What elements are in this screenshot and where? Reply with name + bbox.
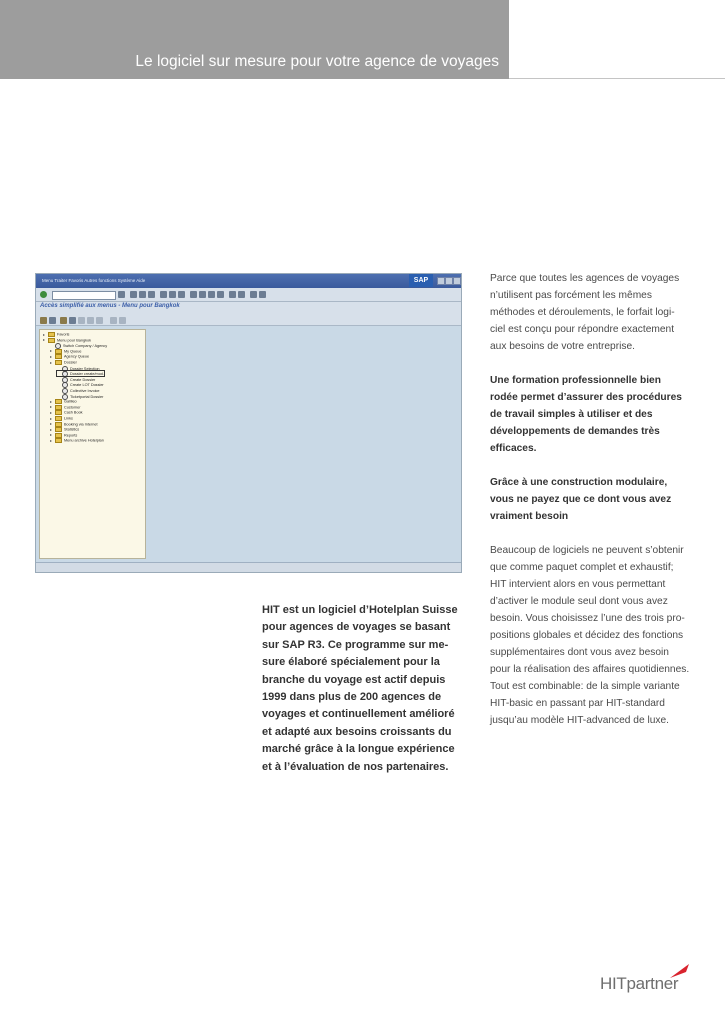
back-icon <box>130 291 137 298</box>
tree-item-label: Menu archive Hotelplan <box>64 438 104 443</box>
folder-icon <box>55 410 62 415</box>
tree-item <box>57 366 100 371</box>
sap-screenshot <box>35 273 462 573</box>
expand-arrow-icon: ▸ <box>50 410 52 415</box>
tree-item <box>57 394 103 399</box>
folder-icon <box>55 349 62 354</box>
close-icon <box>453 277 461 285</box>
hitpartner-logo <box>600 962 695 996</box>
paragraph-line: rodée permet d’assurer des procédures <box>490 392 682 403</box>
cancel-icon <box>148 291 155 298</box>
intro-line: et à l’évaluation de nos partenaires. <box>262 760 449 773</box>
exit-icon <box>139 291 146 298</box>
tree-item-label: My Queue <box>64 349 82 354</box>
features-column <box>490 270 695 746</box>
maximize-icon <box>445 277 453 285</box>
paragraph-line: de travail simples à utiliser et des <box>490 409 653 420</box>
expand-arrow-icon: ▸ <box>43 332 45 337</box>
tree-item <box>50 405 80 410</box>
menu-icon <box>40 317 47 324</box>
sap-title-bar <box>36 302 461 315</box>
tree-item-label: Customer <box>64 405 81 410</box>
intro-line: et adapté aux besoins croissants du <box>262 725 452 738</box>
sap-screen-title: Accès simplifié aux menus - Menu pour Bangkok <box>40 303 180 309</box>
sap-status-bar <box>36 562 461 572</box>
body-paragraph <box>490 270 695 355</box>
body-paragraph <box>490 542 695 729</box>
paragraph-line: efficaces. <box>490 443 537 454</box>
expand-arrow-icon: ▸ <box>50 422 52 427</box>
tree-item <box>50 433 77 438</box>
new-session-icon <box>229 291 236 298</box>
folder-icon <box>55 422 62 427</box>
header-title: Le logiciel sur mesure pour votre agence de voyages <box>135 53 499 70</box>
paragraph-line: développements de demandes très <box>490 426 660 437</box>
tree-item-label: Create LOT Dossier <box>70 383 104 388</box>
paragraph-line: d’activer le module seul dont vous avez <box>490 596 668 607</box>
folder-icon <box>48 338 55 343</box>
paragraph-line: n’utilisent pas forcément les mêmes <box>490 290 652 301</box>
highlight-paragraph <box>490 474 695 525</box>
find-icon <box>169 291 176 298</box>
intro-line: sure élaboré spécialement pour la <box>262 656 440 669</box>
favorite-icon <box>49 317 56 324</box>
tree-item <box>50 343 107 348</box>
tree-item-label: Statistics <box>64 427 80 432</box>
tree-item <box>57 371 104 376</box>
intro-line: marché grâce à la longue expérience <box>262 743 455 756</box>
expand-arrow-icon: ▸ <box>50 433 52 438</box>
expand-arrow-icon: ▸ <box>43 338 45 343</box>
paragraph-line: pour la réalisation des affaires quotidiennes. <box>490 664 690 675</box>
move-up-icon <box>119 317 126 324</box>
tree-item-label: Links <box>64 416 73 421</box>
paragraph-line: Parce que toutes les agences de voyages <box>490 273 680 284</box>
change-favorite-icon <box>87 317 94 324</box>
folder-icon <box>55 360 62 365</box>
move-favorite-icon <box>96 317 103 324</box>
tree-item-label: Agency Queue <box>64 354 90 359</box>
move-down-icon <box>110 317 117 324</box>
tree-item <box>50 399 77 404</box>
intro-line: branche du voyage est actif depuis <box>262 673 446 686</box>
paragraph-line: Tout est combinable: de la simple variante <box>490 681 680 692</box>
header-rule <box>509 78 725 79</box>
tree-item <box>50 438 104 443</box>
intro-column <box>262 602 467 776</box>
paragraph-line: HIT intervient alors en vous permettant <box>490 579 666 590</box>
save-icon <box>118 291 125 298</box>
sap-logo: SAP <box>409 274 433 287</box>
folder-icon <box>55 399 62 404</box>
find-next-icon <box>178 291 185 298</box>
intro-line: voyages et continuellement amélioré <box>262 708 455 721</box>
layout-icon <box>259 291 266 298</box>
tree-item-label: Menu pour Bangkok <box>57 338 91 343</box>
tree-item <box>43 338 91 343</box>
tree-item <box>57 377 95 382</box>
tree-item-label: Reports <box>64 433 78 438</box>
tree-item-label: Create Dossier <box>70 377 96 382</box>
sap-application-toolbar <box>36 315 461 326</box>
tree-item <box>50 349 82 354</box>
expand-arrow-icon: ▸ <box>50 416 52 421</box>
sap-standard-toolbar <box>36 288 461 302</box>
tree-item <box>50 354 89 359</box>
expand-arrow-icon: ▸ <box>50 427 52 432</box>
folder-icon <box>55 354 62 359</box>
folder-icon <box>55 416 62 421</box>
tree-item-label: Collective Invoice <box>70 389 100 393</box>
tree-item-label: Booking via Internet <box>64 422 98 427</box>
tree-item-label: Dossier create/mod. <box>70 372 104 377</box>
tree-item <box>50 360 77 365</box>
paragraph-line: HIT-basic en passant par HIT-standard <box>490 698 665 709</box>
tree-item <box>57 388 100 393</box>
expand-arrow-icon: ▸ <box>50 354 52 359</box>
tree-item <box>43 332 69 337</box>
prev-page-icon <box>199 291 206 298</box>
expand-arrow-icon: ▸ <box>50 399 52 404</box>
paragraph-line: jusqu’au modèle HIT-advanced de luxe. <box>490 715 669 726</box>
folder-icon <box>55 427 62 432</box>
tree-item <box>50 427 79 432</box>
folder-icon <box>60 317 67 324</box>
tree-item-label: Favoris <box>57 332 70 337</box>
paragraph-line: vraiment besoin <box>490 511 569 522</box>
paragraph-line: Grâce à une construction modulaire, <box>490 477 668 488</box>
expand-arrow-icon: ▸ <box>50 349 52 354</box>
paragraph-line: positions globales et décidez des fonctions <box>490 630 684 641</box>
paragraph-line: que comme paquet complet et exhaustif; <box>490 562 674 573</box>
paragraph-line: supplémentaires dont vous avez besoin <box>490 647 669 658</box>
sap-menu-tree <box>39 329 146 559</box>
add-favorite-icon <box>69 317 76 324</box>
first-page-icon <box>190 291 197 298</box>
paragraph-line: méthodes et déroulements, le forfait logi- <box>490 307 675 318</box>
paragraph-line: ciel est conçu pour répondre exactement <box>490 324 675 335</box>
expand-arrow-icon: ▸ <box>50 405 52 410</box>
delete-favorite-icon <box>78 317 85 324</box>
expand-arrow-icon: ▸ <box>50 438 52 443</box>
tree-item-label: Dossier Selection <box>70 366 100 371</box>
sap-menu-text: Menu Traiter Favoris Autres fonctions Système Aide <box>42 278 146 283</box>
next-page-icon <box>208 291 215 298</box>
help-icon <box>250 291 257 298</box>
folder-icon <box>48 332 55 337</box>
tree-item-label: Dossier <box>64 360 77 365</box>
paragraph-line: aux besoins de votre entreprise. <box>490 341 635 352</box>
intro-line: sur SAP R3. Ce programme sur me- <box>262 638 449 651</box>
paragraph-line: Beaucoup de logiciels ne peuvent s’obtenir <box>490 545 684 556</box>
paragraph-line: Une formation professionnelle bien <box>490 375 661 386</box>
highlight-paragraph <box>490 372 695 457</box>
shortcut-icon <box>238 291 245 298</box>
logo-text: HITpartner <box>600 974 679 993</box>
tree-item-label: Switch Company / Agency <box>63 344 108 349</box>
sap-menu-bar <box>36 274 461 288</box>
tree-item <box>57 382 104 387</box>
tree-item <box>50 410 83 415</box>
last-page-icon <box>217 291 224 298</box>
expand-arrow-icon: ▸ <box>50 360 52 365</box>
sap-command-field <box>52 291 116 300</box>
tree-item-label: Cash Book <box>64 410 83 415</box>
tree-item <box>50 416 73 421</box>
intro-line: HIT est un logiciel d’Hotelplan Suisse <box>262 604 458 616</box>
tree-item-label: Ticketportal Dossier <box>70 394 104 399</box>
tree-item <box>50 422 98 427</box>
folder-icon <box>55 438 62 443</box>
enter-icon <box>40 291 47 298</box>
header-band <box>0 0 509 79</box>
minimize-icon <box>437 277 445 285</box>
tree-item-label: Gallileo <box>64 399 77 404</box>
folder-icon <box>55 405 62 410</box>
print-icon <box>160 291 167 298</box>
intro-line: pour agences de voyages se basant <box>262 621 451 634</box>
folder-icon <box>55 433 62 438</box>
paragraph-line: besoin. Vous choisissez l’une des trois pro- <box>490 613 685 624</box>
intro-line: 1999 dans plus de 200 agences de <box>262 691 442 704</box>
paragraph-line: vous ne payez que ce dont vous avez <box>490 494 672 505</box>
